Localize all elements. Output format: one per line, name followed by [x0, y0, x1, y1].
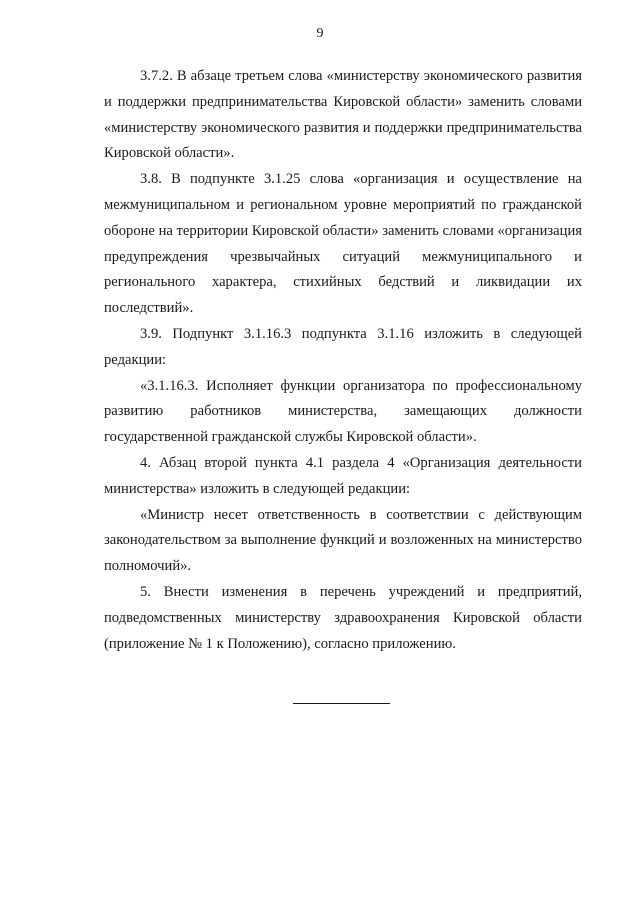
paragraph-4-quote: «Министр несет ответственность в соответствии с действующим законодательством за выполнение функций и возложенных на министерство полномочий». — [104, 506, 582, 575]
page-number: 9 — [316, 26, 324, 41]
paragraph-5: 5. Внести изменения в перечень учреждений и предприятий, подведомственных министерству здравоохранения Кировской области (приложение № 1 к Положению), согласно приложению. — [104, 583, 582, 652]
paragraph-3-8: 3.8. В подпункте 3.1.25 слова «организация и осуществление на межмуниципальном и региональном уровне мероприятий по гражданской обороне на территории Кировской области» заменить словами «организация предупреждения чрезвычайных ситуаций межмуниципального и регионального характера, стихийных бедствий и ликвидации их последствий». — [104, 171, 582, 317]
paragraph-3-9: 3.9. Подпункт 3.1.16.3 подпункта 3.1.16 изложить в следующей редакции: — [104, 325, 582, 368]
document-body — [104, 64, 582, 657]
paragraph-3-7-2: 3.7.2. В абзаце третьем слова «министерству экономического развития и поддержки предпринимательства Кировской области» заменить словами «министерству экономического развития и поддержки предпринимательства Кировской области». — [104, 68, 582, 162]
closing-divider-line — [293, 703, 390, 704]
paragraph-3-1-16-3-quote: «3.1.16.3. Исполняет функции организатора по профессиональному развитию работников министерства, замещающих должности государственной гражданской службы Кировской области». — [104, 377, 582, 446]
paragraph-4: 4. Абзац второй пункта 4.1 раздела 4 «Организация деятельности министерства» изложить в следующей редакции: — [104, 454, 582, 497]
